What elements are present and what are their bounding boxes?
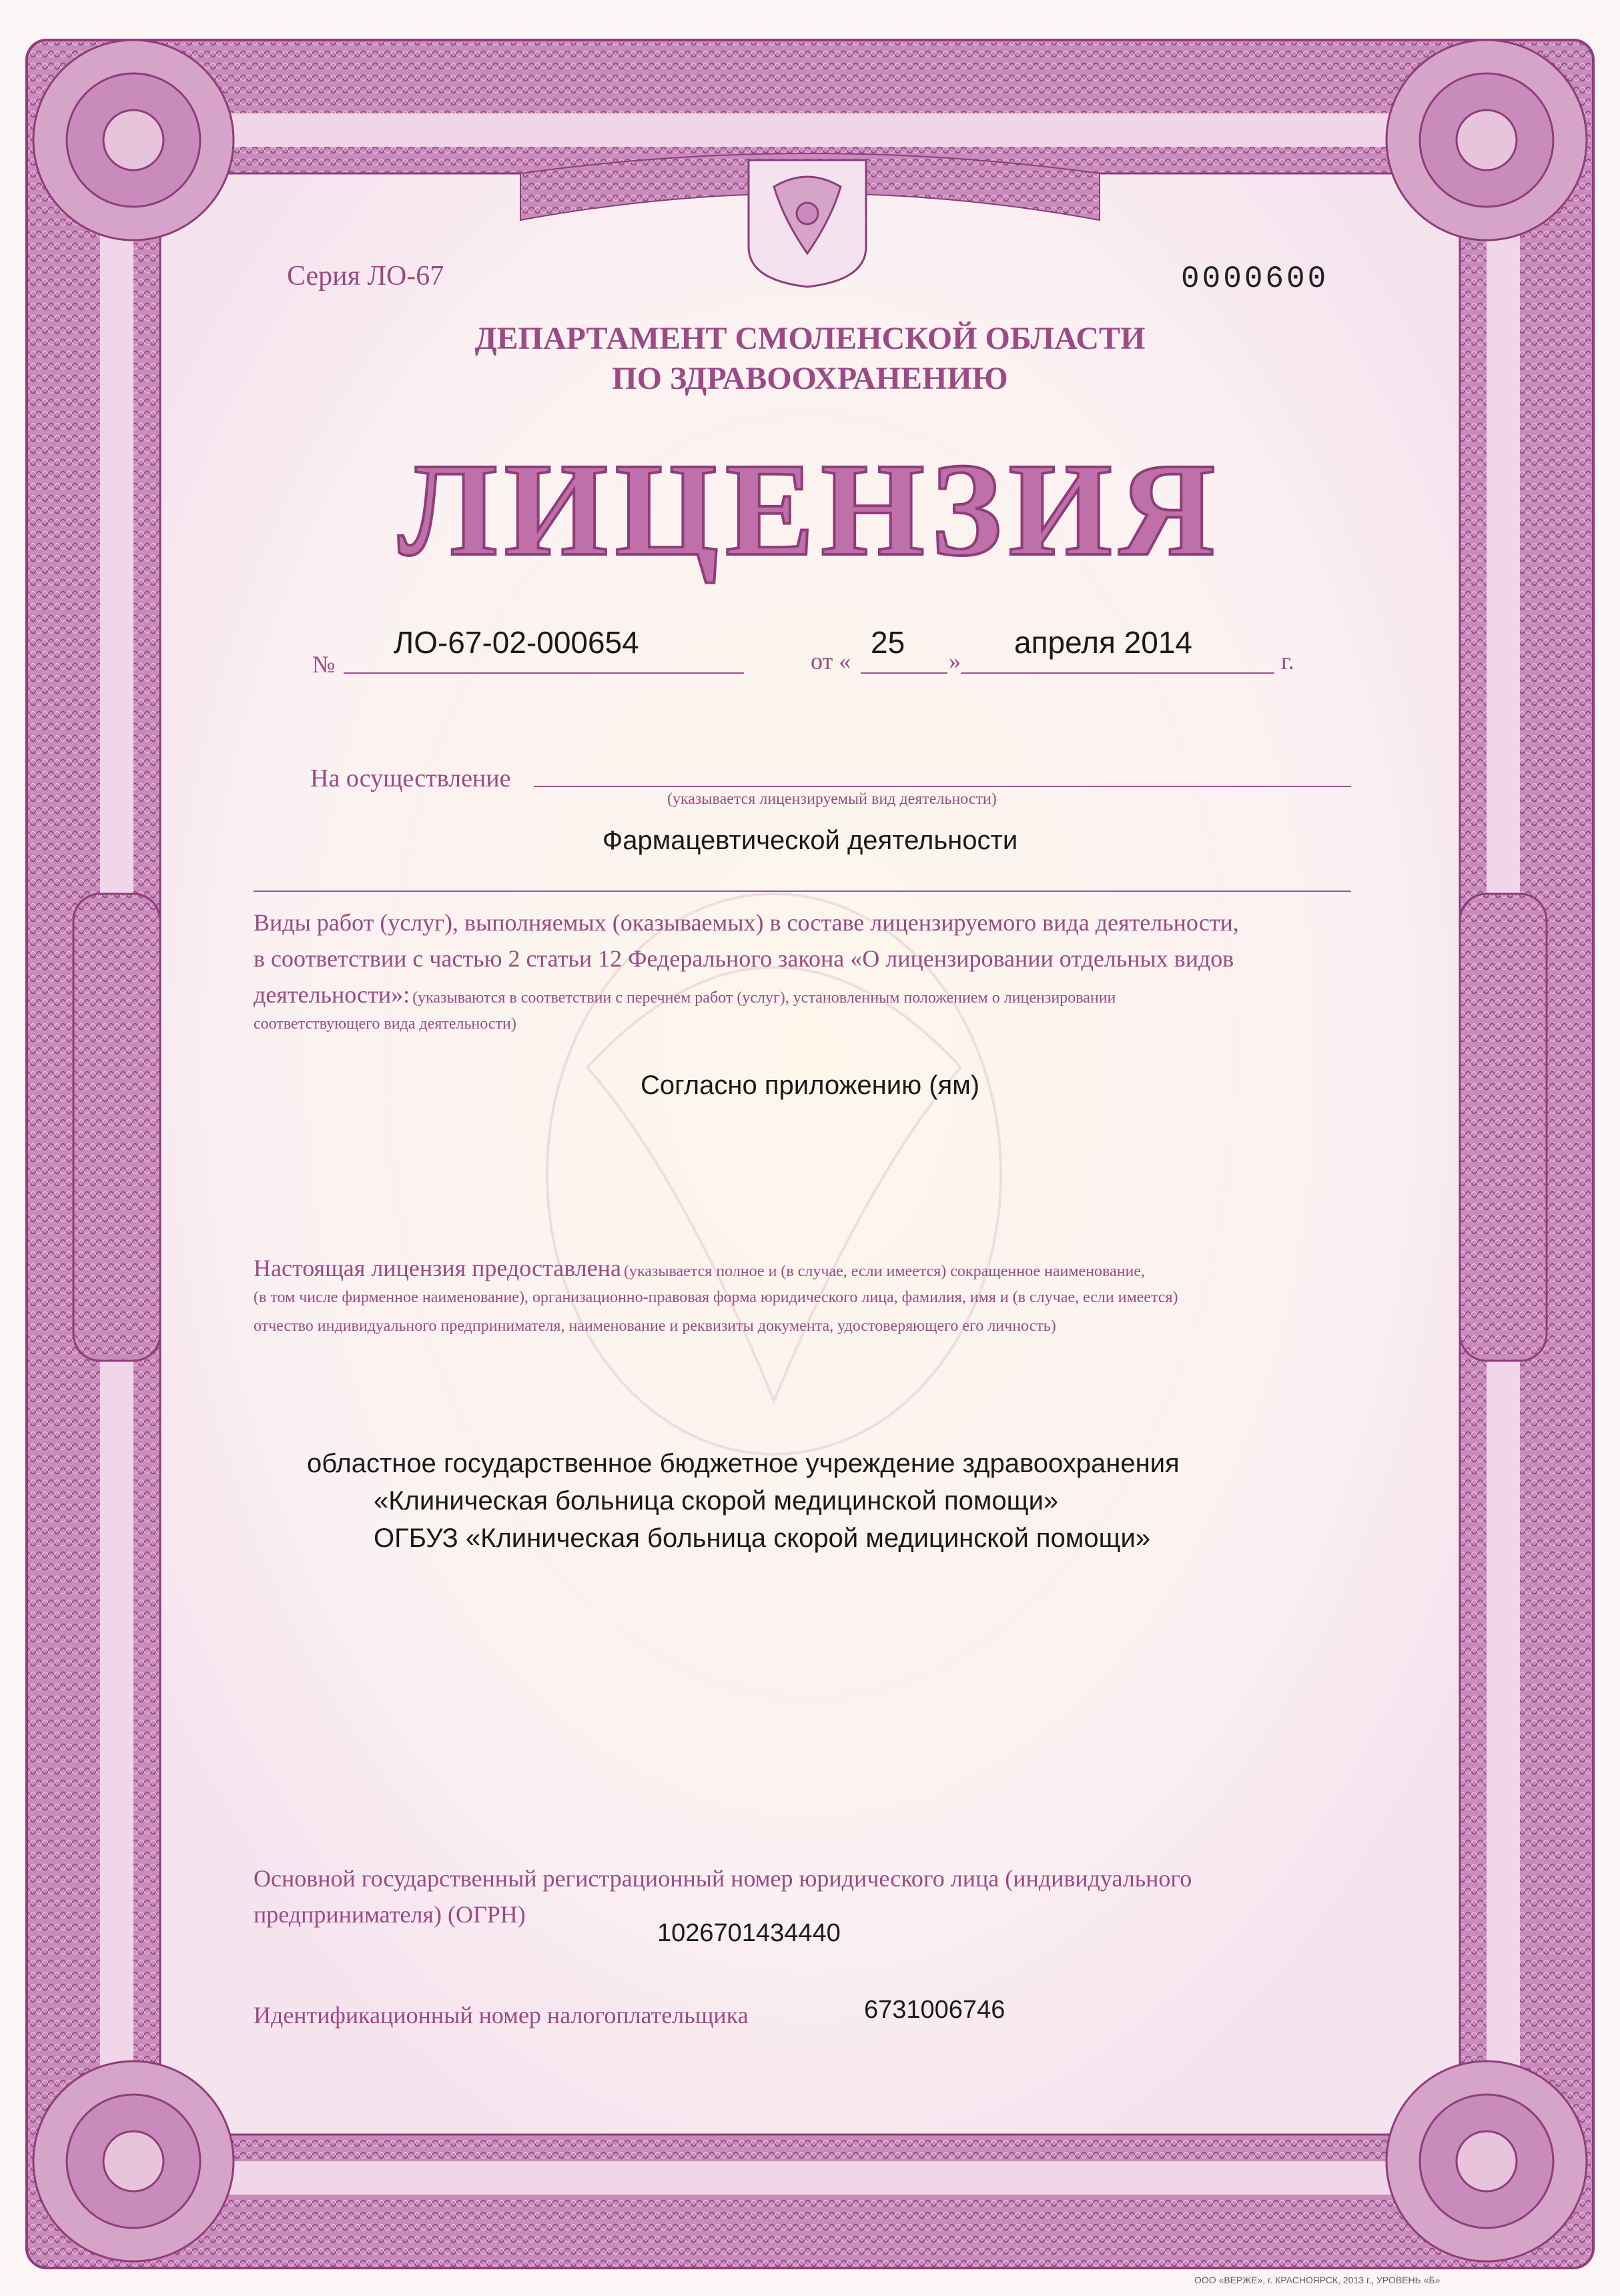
ogrn-label-2: предпринимателя) (ОГРН) — [254, 1901, 526, 1928]
works-text-1: Виды работ (услуг), выполняемых (оказываемых) в составе лицензируемого вида деятельности, — [254, 909, 1239, 936]
year-suffix: г. — [1281, 648, 1294, 674]
holder-text-1 — [254, 1254, 1145, 1282]
authority-line-2: ПО ЗДРАВООХРАНЕНИЮ — [612, 361, 1008, 396]
date-month-year: апреля 2014 — [1014, 625, 1192, 660]
works-text-4-hint: соответствующего вида деятельности) — [254, 1015, 516, 1033]
holder-text-2-hint: (в том числе фирменное наименование), организационно-правовая форма юридического лица, фамилия, имя и (в случае, если имеется) — [254, 1289, 1178, 1306]
date-from-label: от « — [811, 648, 851, 674]
works-text-3-main: деятельности»: — [254, 981, 410, 1008]
inn-value: 6731006746 — [864, 1996, 1005, 2024]
ogrn-label-1: Основной государственный регистрационный номер юридического лица (индивидуального — [254, 1865, 1192, 1892]
works-value: Согласно приложению (ям) — [640, 1071, 980, 1100]
activity-line-2 — [254, 891, 1351, 892]
printer-note: ООО «ВЕРЖЕ», г. КРАСНОЯРСК, 2013 г., УРОВЕНЬ «Б» — [1194, 2275, 1441, 2285]
authority-line-1: ДЕПАРТАМЕНТ СМОЛЕНСКОЙ ОБЛАСТИ — [474, 321, 1146, 356]
activity-value: Фармацевтической деятельности — [602, 826, 1018, 855]
month-line — [961, 672, 1274, 674]
license-number: ЛО-67-02-000654 — [394, 625, 639, 660]
page-title: ЛИЦЕНЗИЯ — [398, 436, 1222, 584]
holder-text-1-hint: (указывается полное и (в случае, если имеется) сокращенное наименование, — [623, 1263, 1146, 1280]
holder-text-3-hint: отчество индивидуального предпринимателя, наименование и реквизиты документа, удостоверяющего его личность) — [254, 1317, 1056, 1335]
activity-label: На осуществление — [310, 764, 511, 792]
holder-name-2: «Клиническая больница скорой медицинской помощи» — [374, 1486, 1059, 1516]
quote-close: » — [949, 648, 961, 674]
works-text-3-hint: (указываются в соответствии с перечнем работ (услуг), установленным положением о лицензировании — [412, 989, 1116, 1007]
date-day: 25 — [871, 625, 905, 660]
inn-label: Идентификационный номер налогоплательщика — [254, 2002, 749, 2029]
number-label: № — [312, 651, 336, 678]
number-line — [344, 672, 744, 674]
works-text-3 — [254, 981, 1116, 1009]
coat-of-arms-icon — [749, 160, 866, 287]
holder-text-1-main: Настоящая лицензия предоставлена — [254, 1255, 621, 1281]
holder-name-1: областное государственное бюджетное учреждение здравоохранения — [307, 1449, 1180, 1478]
series-label: Серия ЛО-67 — [287, 261, 444, 292]
ogrn-value: 1026701434440 — [657, 1919, 841, 1947]
activity-hint: (указывается лицензируемый вид деятельности) — [667, 790, 997, 808]
serial-number: 0000600 — [1181, 261, 1329, 296]
works-text-2: в соответствии с частью 2 статьи 12 Федерального закона «О лицензировании отдельных видов — [254, 945, 1234, 972]
day-line — [861, 672, 947, 674]
activity-line — [534, 786, 1351, 787]
holder-name-3: ОГБУЗ «Клиническая больница скорой медицинской помощи» — [374, 1524, 1151, 1553]
